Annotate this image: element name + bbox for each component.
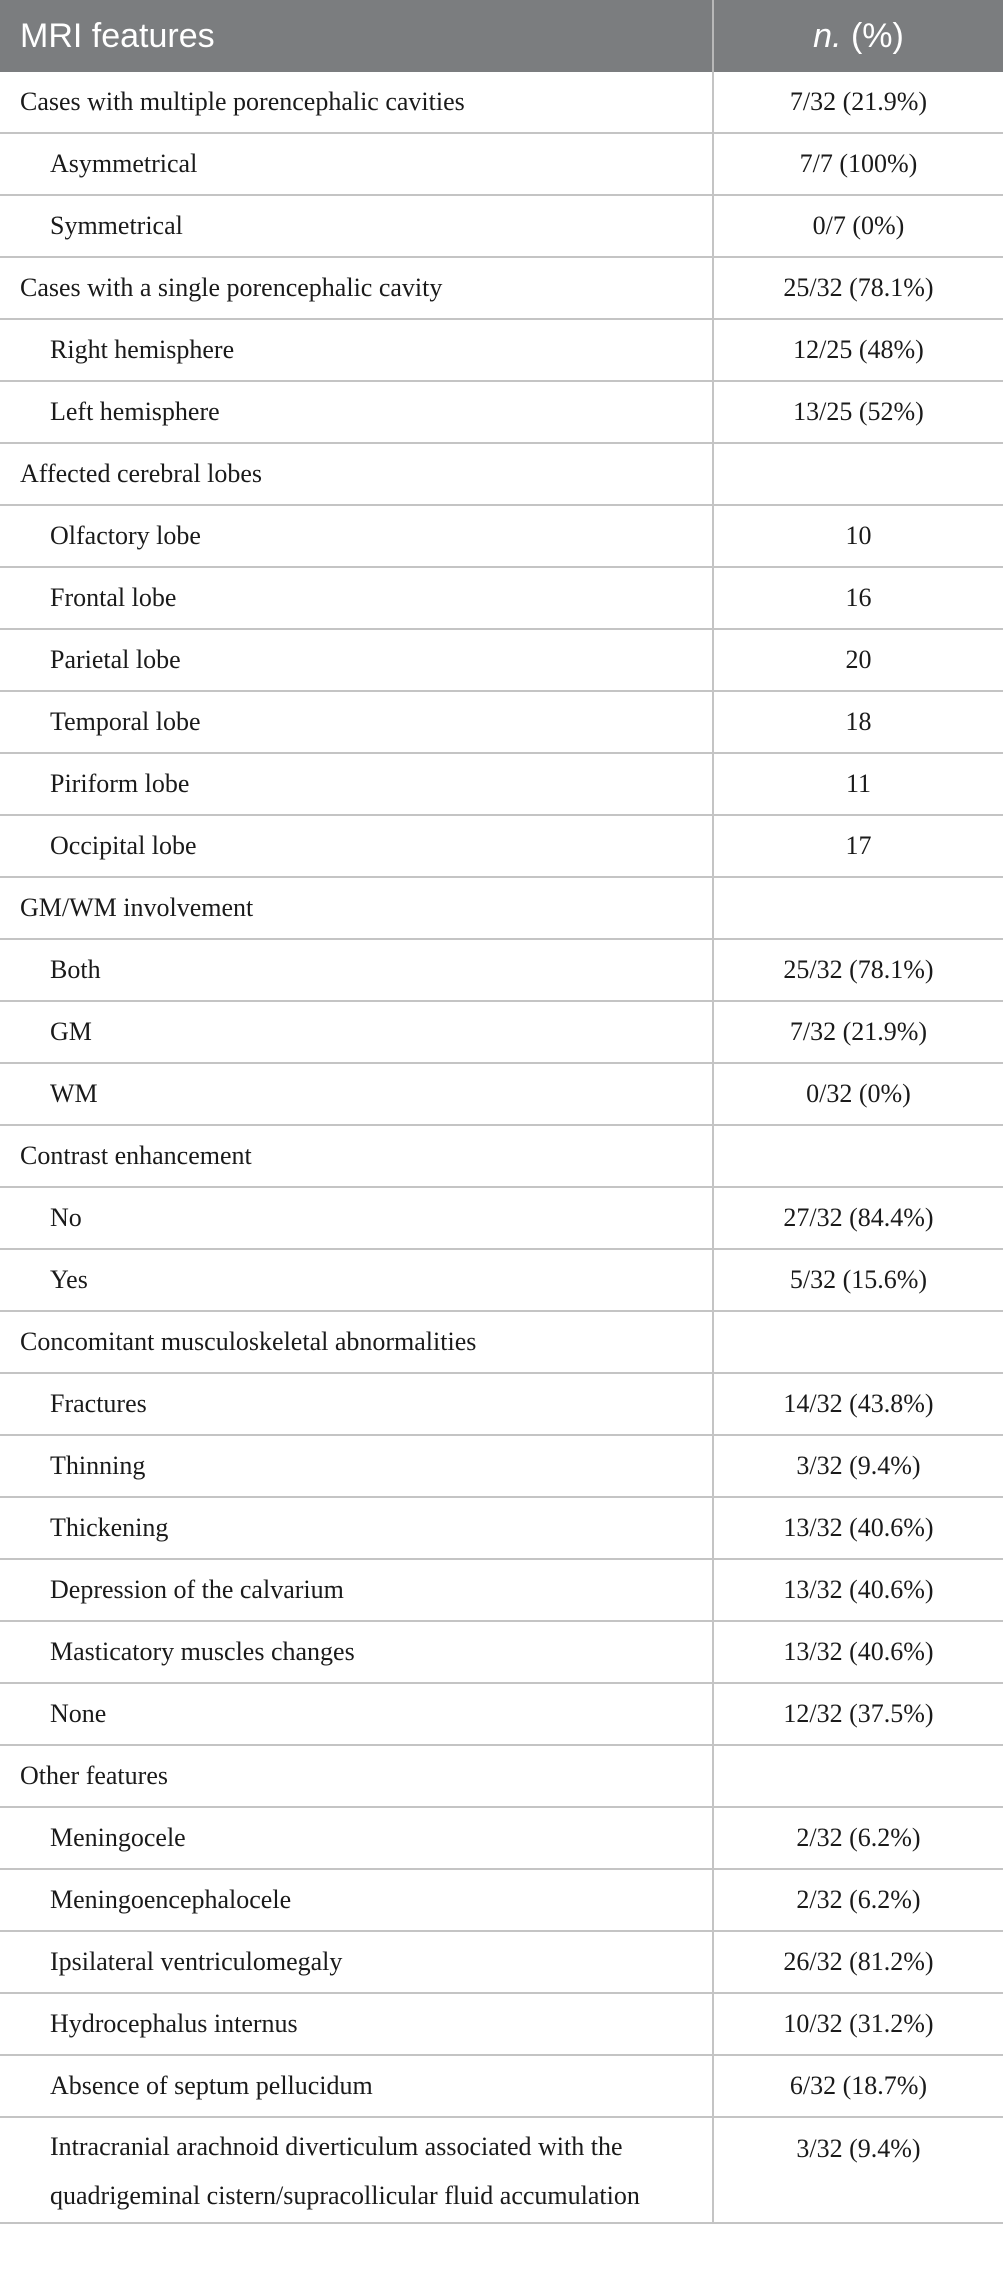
row-label: Piriform lobe [0,753,713,815]
row-value: 13/25 (52%) [713,381,1003,443]
table-row [0,1993,1003,2055]
row-value: 26/32 (81.2%) [713,1931,1003,1993]
table-row [0,1559,1003,1621]
row-label: Affected cerebral lobes [0,443,713,505]
row-value: 12/25 (48%) [713,319,1003,381]
row-label: Yes [0,1249,713,1311]
table-row [0,753,1003,815]
table-row [0,939,1003,1001]
row-value: 10 [713,505,1003,567]
table-row [0,1683,1003,1745]
table-section-row [0,443,1003,505]
table-row [0,2117,1003,2223]
table-row [0,1063,1003,1125]
row-label: None [0,1683,713,1745]
table-row [0,1001,1003,1063]
header-percent: (%) [841,16,904,55]
row-value: 5/32 (15.6%) [713,1249,1003,1311]
table-row [0,1497,1003,1559]
table-section-row [0,72,1003,133]
table-row [0,1435,1003,1497]
table-row [0,133,1003,195]
table-row [0,1373,1003,1435]
table-row [0,1931,1003,1993]
row-label: Thinning [0,1435,713,1497]
header-mri-features: MRI features [0,0,713,72]
row-value: 13/32 (40.6%) [713,1621,1003,1683]
row-value: 25/32 (78.1%) [713,257,1003,319]
row-value: 14/32 (43.8%) [713,1373,1003,1435]
row-label: Temporal lobe [0,691,713,753]
row-value: 16 [713,567,1003,629]
table-row [0,319,1003,381]
row-value [713,1311,1003,1373]
row-value: 2/32 (6.2%) [713,1807,1003,1869]
row-label: Frontal lobe [0,567,713,629]
row-value: 2/32 (6.2%) [713,1869,1003,1931]
row-label: No [0,1187,713,1249]
row-label: Both [0,939,713,1001]
row-value: 10/32 (31.2%) [713,1993,1003,2055]
row-value: 6/32 (18.7%) [713,2055,1003,2117]
row-value: 7/32 (21.9%) [713,1001,1003,1063]
row-label: GM/WM involvement [0,877,713,939]
row-value: 18 [713,691,1003,753]
row-label: Meningoencephalocele [0,1869,713,1931]
row-label: Fractures [0,1373,713,1435]
row-value: 27/32 (84.4%) [713,1187,1003,1249]
header-row [0,0,1003,72]
row-label: Hydrocephalus internus [0,1993,713,2055]
header-n-percent [713,0,1003,72]
row-label: Meningocele [0,1807,713,1869]
table-row [0,195,1003,257]
table-row [0,1807,1003,1869]
row-value: 13/32 (40.6%) [713,1559,1003,1621]
table-row [0,815,1003,877]
table-section-row [0,877,1003,939]
row-value: 7/32 (21.9%) [713,72,1003,133]
row-label: Contrast enhancement [0,1125,713,1187]
row-value: 0/32 (0%) [713,1063,1003,1125]
table-row [0,1249,1003,1311]
table-row [0,629,1003,691]
row-value: 25/32 (78.1%) [713,939,1003,1001]
row-label: Cases with multiple porencephalic cavities [0,72,713,133]
row-label: WM [0,1063,713,1125]
row-value [713,443,1003,505]
table-section-row [0,1745,1003,1807]
table-row [0,381,1003,443]
table-row [0,2055,1003,2117]
row-label: Ipsilateral ventriculomegaly [0,1931,713,1993]
row-label: GM [0,1001,713,1063]
row-label: Depression of the calvarium [0,1559,713,1621]
row-label: Right hemisphere [0,319,713,381]
row-label: Olfactory lobe [0,505,713,567]
table-section-row [0,1311,1003,1373]
row-value [713,1745,1003,1807]
row-value: 17 [713,815,1003,877]
table-section-row [0,1125,1003,1187]
row-label: Concomitant musculoskeletal abnormalities [0,1311,713,1373]
row-label: Thickening [0,1497,713,1559]
row-label: Parietal lobe [0,629,713,691]
header-n-italic: n. [813,16,842,55]
row-label: Absence of septum pellucidum [0,2055,713,2117]
row-label: Masticatory muscles changes [0,1621,713,1683]
row-value: 0/7 (0%) [713,195,1003,257]
table-body [0,72,1003,2223]
table-row [0,691,1003,753]
row-value: 3/32 (9.4%) [713,2117,1003,2223]
row-value [713,877,1003,939]
row-value [713,1125,1003,1187]
table-row [0,1621,1003,1683]
row-value: 12/32 (37.5%) [713,1683,1003,1745]
table-row [0,505,1003,567]
row-label: Left hemisphere [0,381,713,443]
row-label: Asymmetrical [0,133,713,195]
table-row [0,1187,1003,1249]
row-value: 20 [713,629,1003,691]
row-label: Other features [0,1745,713,1807]
row-value: 3/32 (9.4%) [713,1435,1003,1497]
table-header [0,0,1003,72]
table-section-row [0,257,1003,319]
row-label: Cases with a single porencephalic cavity [0,257,713,319]
row-value: 7/7 (100%) [713,133,1003,195]
row-label: Occipital lobe [0,815,713,877]
row-label: Intracranial arachnoid diverticulum associated with the quadrigeminal cistern/supracollicular fluid accumulation [0,2117,713,2223]
row-value: 11 [713,753,1003,815]
table-row [0,567,1003,629]
row-label: Symmetrical [0,195,713,257]
table-row [0,1869,1003,1931]
row-value: 13/32 (40.6%) [713,1497,1003,1559]
